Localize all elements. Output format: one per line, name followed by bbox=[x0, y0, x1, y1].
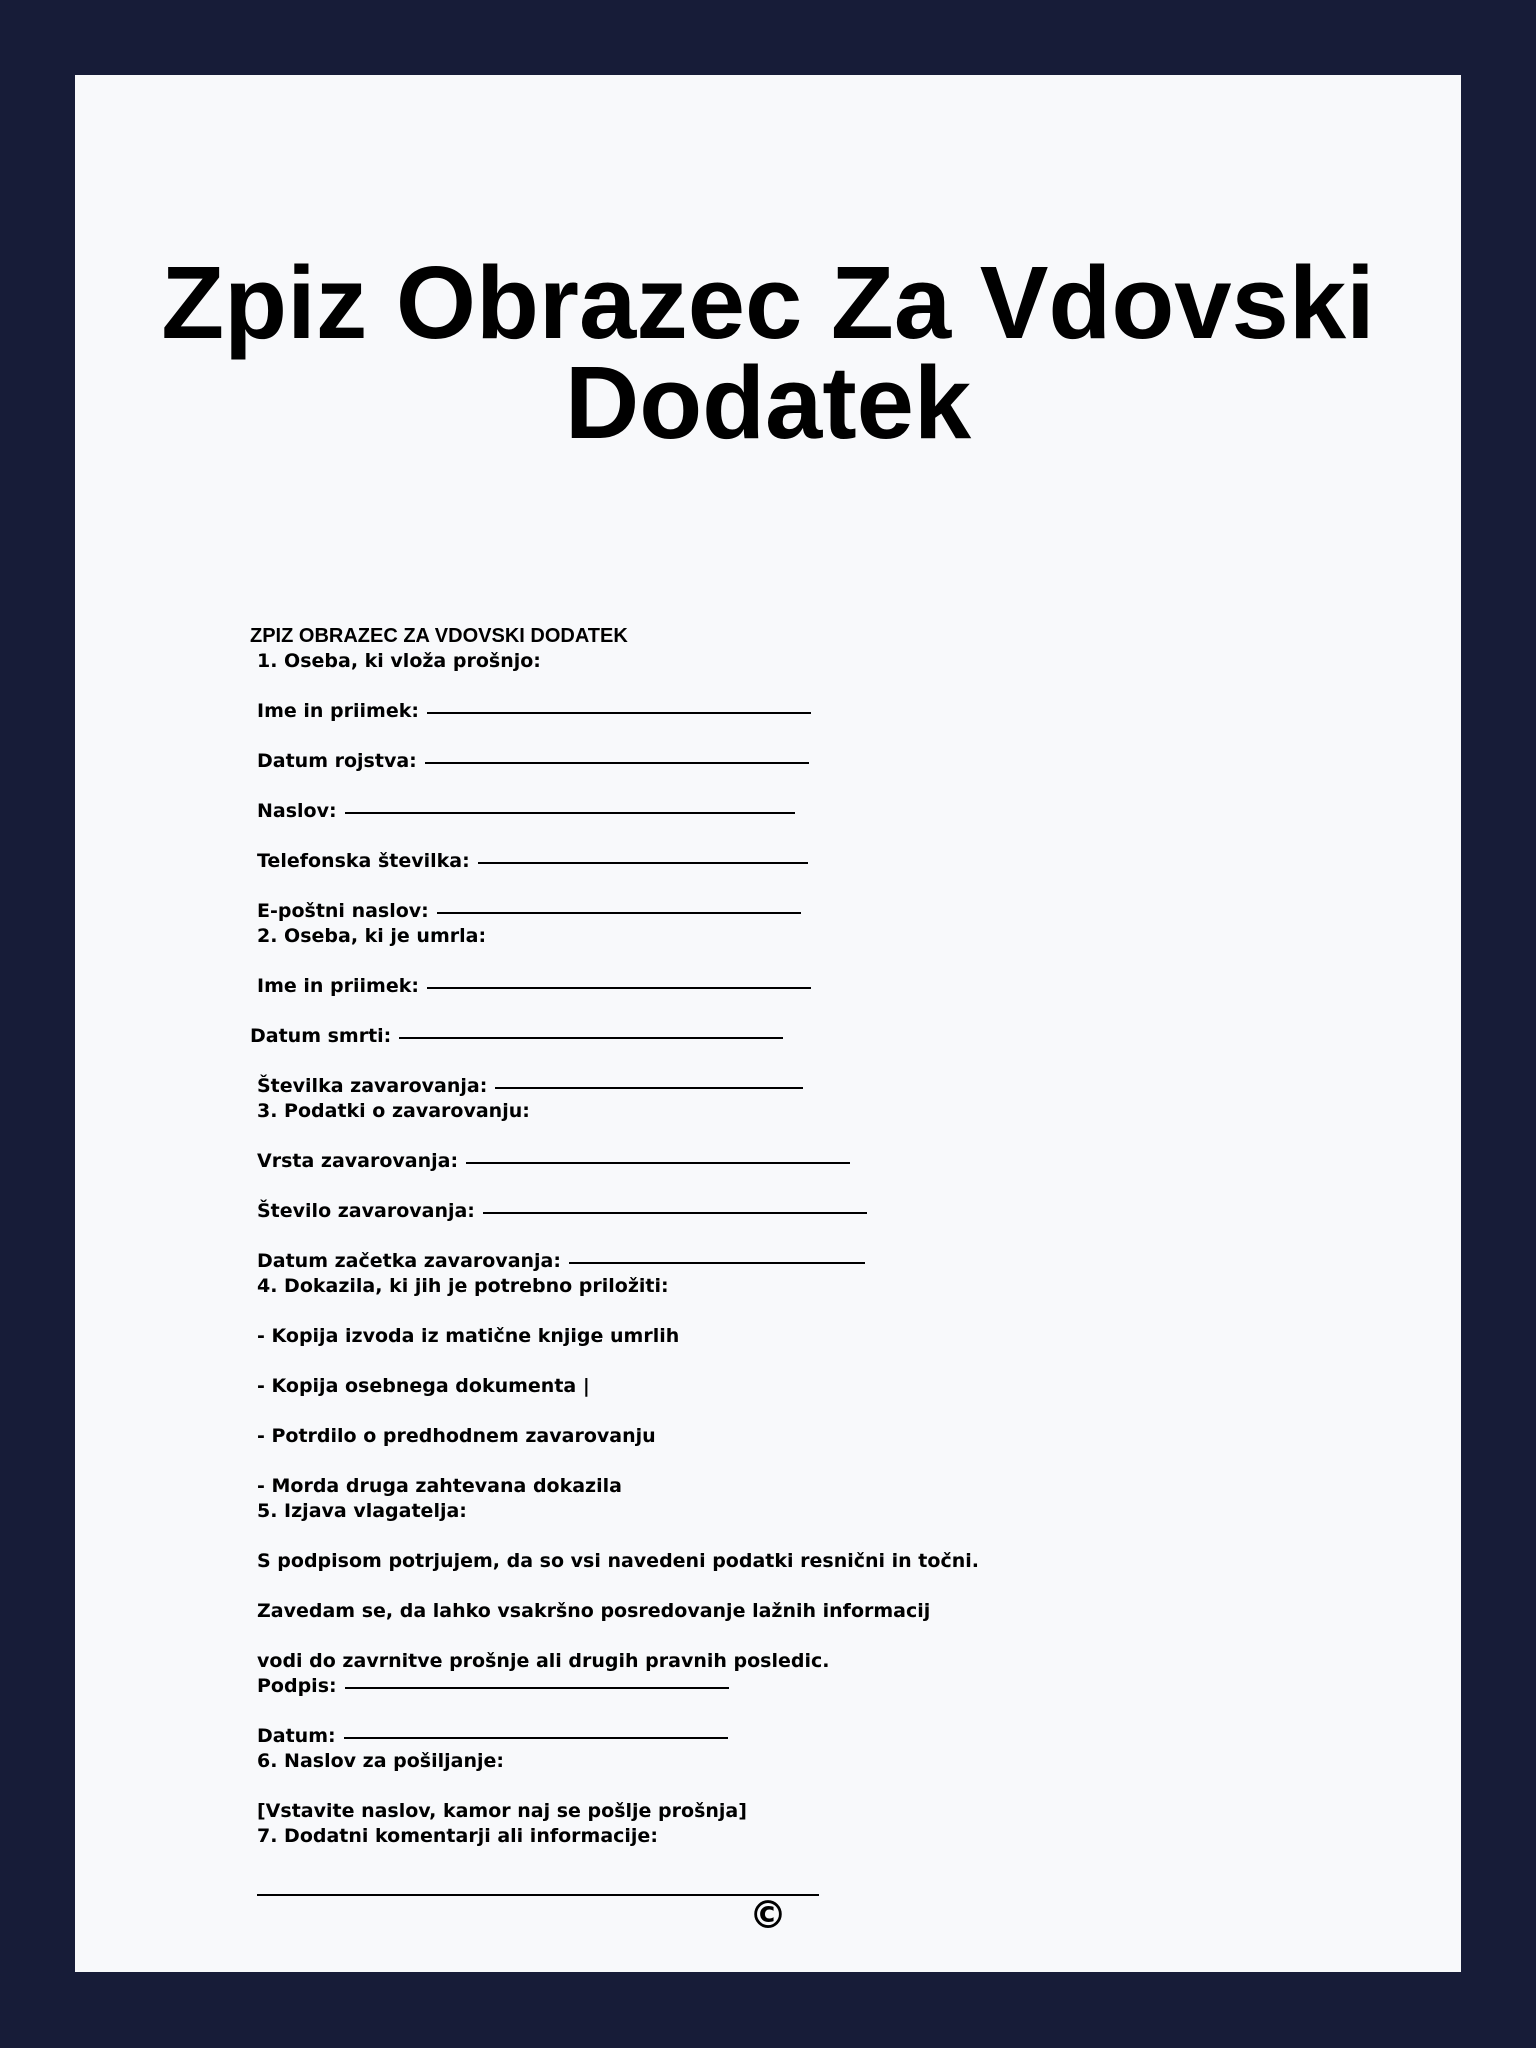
field-deceased-insurance[interactable] bbox=[257, 1074, 803, 1098]
field-label: Ime in priimek: bbox=[257, 975, 419, 997]
section-heading: 1. Oseba, ki vloža prošnjo: bbox=[257, 650, 541, 672]
form-heading: ZPIZ OBRAZEC ZA VDOVSKI DODATEK bbox=[250, 625, 628, 647]
document-page bbox=[75, 75, 1461, 1972]
field-insurance-start[interactable] bbox=[257, 1249, 865, 1273]
attachment-item: - Kopija osebnega dokumenta | bbox=[257, 1375, 590, 1397]
document-title: Zpiz Obrazec Za Vdovski Dodatek bbox=[161, 245, 1375, 460]
field-label: E-poštni naslov: bbox=[257, 900, 429, 922]
blank-line bbox=[427, 712, 811, 714]
attachment-item: - Morda druga zahtevana dokazila bbox=[257, 1475, 622, 1497]
blank-line bbox=[425, 762, 809, 764]
field-deceased-death[interactable] bbox=[250, 1024, 783, 1048]
blank-line bbox=[569, 1262, 865, 1264]
field-label: Telefonska številka: bbox=[257, 850, 470, 872]
field-label: Datum: bbox=[257, 1725, 336, 1747]
statement-line: S podpisom potrjujem, da so vsi navedeni podatki resnični in točni. bbox=[257, 1550, 979, 1572]
blank-line bbox=[344, 1737, 728, 1739]
copyright-symbol: © bbox=[749, 1893, 787, 1937]
section-heading: 2. Oseba, ki je umrla: bbox=[257, 925, 487, 947]
section-heading: 3. Podatki o zavarovanju: bbox=[257, 1100, 530, 1122]
field-label: Datum rojstva: bbox=[257, 750, 417, 772]
field-label: Vrsta zavarovanja: bbox=[257, 1150, 459, 1172]
statement-line: vodi do zavrnitve prošnje ali drugih pravnih posledic. bbox=[257, 1650, 830, 1672]
section-heading: 4. Dokazila, ki jih je potrebno priložiti: bbox=[257, 1275, 669, 1297]
section-heading: 5. Izjava vlagatelja: bbox=[257, 1500, 467, 1522]
blank-line bbox=[399, 1037, 783, 1039]
field-label: Število zavarovanja: bbox=[257, 1200, 475, 1222]
field-label: Ime in priimek: bbox=[257, 700, 419, 722]
field-label: Datum začetka zavarovanja: bbox=[257, 1250, 561, 1272]
address-placeholder: [Vstavite naslov, kamor naj se pošlje prošnja] bbox=[257, 1800, 747, 1822]
blank-line bbox=[427, 987, 811, 989]
field-applicant-email[interactable] bbox=[257, 899, 801, 923]
field-label: Podpis: bbox=[257, 1675, 337, 1697]
blank-line bbox=[345, 812, 795, 814]
field-label: Številka zavarovanja: bbox=[257, 1075, 488, 1097]
blank-line bbox=[483, 1212, 867, 1214]
field-date[interactable] bbox=[257, 1724, 728, 1748]
blank-line bbox=[437, 912, 801, 914]
attachment-item: - Potrdilo o predhodnem zavarovanju bbox=[257, 1425, 656, 1447]
blank-line bbox=[495, 1087, 803, 1089]
field-label: Datum smrti: bbox=[250, 1025, 392, 1047]
blank-line bbox=[478, 862, 808, 864]
blank-line bbox=[345, 1687, 729, 1689]
field-insurance-number[interactable] bbox=[257, 1199, 867, 1223]
field-signature[interactable] bbox=[257, 1674, 729, 1698]
section-heading: 7. Dodatni komentarji ali informacije: bbox=[257, 1825, 658, 1847]
field-applicant-name[interactable] bbox=[257, 699, 811, 723]
field-insurance-type[interactable] bbox=[257, 1149, 850, 1173]
field-applicant-birth[interactable] bbox=[257, 749, 809, 773]
field-applicant-address[interactable] bbox=[257, 799, 795, 823]
field-label: Naslov: bbox=[257, 800, 337, 822]
section-heading: 6. Naslov za pošiljanje: bbox=[257, 1750, 504, 1772]
attachment-item: - Kopija izvoda iz matične knjige umrlih bbox=[257, 1325, 680, 1347]
field-applicant-phone[interactable] bbox=[257, 849, 808, 873]
statement-line: Zavedam se, da lahko vsakršno posredovanje lažnih informacij bbox=[257, 1600, 931, 1622]
field-deceased-name[interactable] bbox=[257, 974, 811, 998]
blank-line bbox=[466, 1162, 850, 1164]
